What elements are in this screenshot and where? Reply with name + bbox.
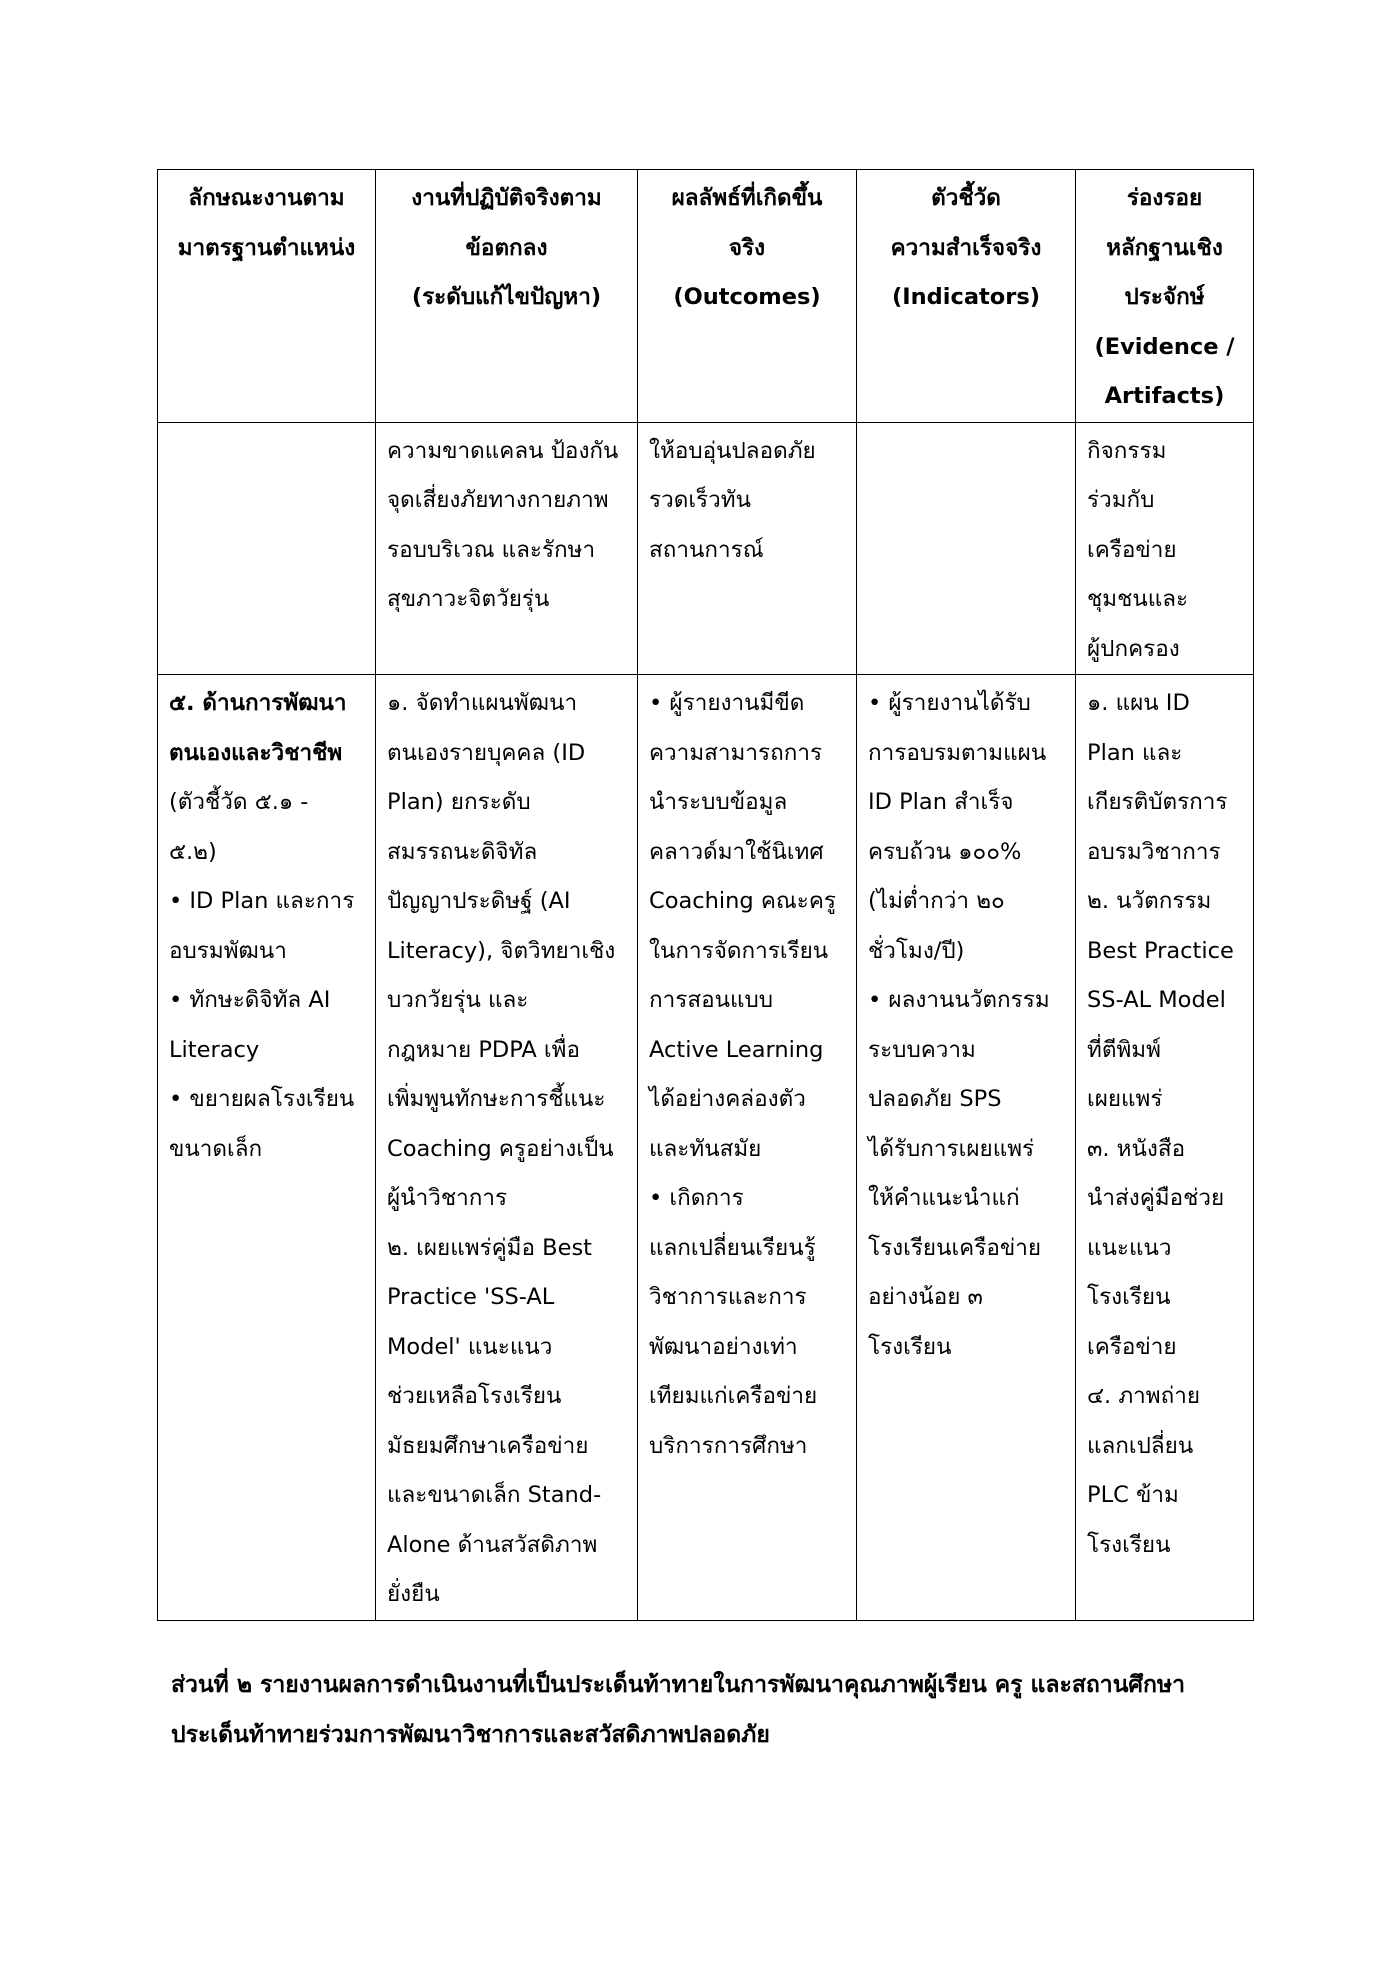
table-row [158,675,1254,1621]
cell-text-line: กฎหมาย PDPA เพื่อ [387,1036,580,1063]
cell-evidence [1076,422,1254,675]
cell-text-line: SS-AL Model [1087,987,1226,1013]
cell-text-line: กิจกรรม [1087,437,1167,464]
cell-text-line: ประจักษ์ [1124,284,1205,310]
cell-text-line: ปัญญาประดิษฐ์ (AI [387,888,571,914]
cell-indicators [857,675,1076,1621]
cell-text-line: พัฒนาอย่างเท่า [649,1333,798,1360]
cell-text-line: ความสามารถการ [649,739,823,766]
cell-text-line: ลักษณะงานตาม [188,185,345,211]
cell-text-line: โรงเรียน [868,1333,952,1360]
section-title: ส่วนที่ ๒ รายงานผลการดำเนินงานที่เป็นประเด็นท้าทายในการพัฒนาคุณภาพผู้เรียน ครู และสถานศึกษา [171,1672,1186,1698]
cell-text-line: ระบบความ [868,1036,976,1063]
table-header-row [158,170,1254,423]
cell-text-line: เครือข่าย [1087,536,1177,563]
performance-table [157,169,1254,1621]
cell-text-line: ยั่งยืน [387,1581,440,1607]
cell-text-line: โรงเรียน [1087,1284,1171,1310]
table-row [158,422,1254,675]
cell-text-line: ข้อตกลง [465,234,548,261]
cell-text-line: ผู้ปกครอง [1087,635,1180,662]
header-job-characteristics [158,170,376,423]
cell-text-line: ๑. แผน ID [1087,690,1190,716]
header-actual-work [376,170,638,423]
cell-text-line: (ไม่ต่ำกว่า ๒๐ [868,888,1005,914]
cell-text-line: (Outcomes) [673,284,821,310]
cell-text-line: นำส่งคู่มือช่วย [1087,1185,1225,1211]
cell-text-line: ร่วมกับ [1087,487,1155,513]
cell-text-line: Coaching ครูอย่างเป็น [387,1135,614,1162]
cell-text-line: วิชาการและการ [649,1284,807,1310]
cell-text-line: ชั่วโมง/ปี) [868,937,965,964]
cell-text-line: เพิ่มพูนทักษะการชี้แนะ [387,1086,606,1112]
cell-text-line: ให้อบอุ่นปลอดภัย [649,437,816,464]
cell-text-line: อบรมพัฒนา [169,937,287,964]
section-heading [171,1660,1291,1760]
cell-text-line: รอบบริเวณ และรักษา [387,536,596,563]
cell-text-line: แนะแนว [1087,1234,1172,1261]
cell-text-line: มาตรฐานตำแหน่ง [177,234,356,261]
cell-text-line: • เกิดการ [649,1185,744,1211]
cell-text-line: • ผู้รายงานมีขีด [649,690,805,716]
cell-job-characteristics [158,675,376,1621]
cell-actual-work [376,422,638,675]
cell-text-line: จุดเสี่ยงภัยทางกายภาพ [387,487,609,513]
cell-text-line: แลกเปลี่ยนเรียนรู้ [649,1234,816,1261]
cell-text-line: สมรรถนะดิจิทัล [387,838,538,865]
cell-text-line: Coaching คณะครู [649,888,836,914]
cell-text-line: บวกวัยรุ่น และ [387,987,529,1013]
cell-text-line: เกียรติบัตรการ [1087,789,1228,815]
cell-text-line: ครบถ้วน ๑๐๐% [868,838,1022,865]
cell-text-line: โรงเรียนเครือข่าย [868,1234,1042,1261]
cell-text-line: การอบรมตามแผน [868,739,1047,766]
cell-text-line: หลักฐานเชิง [1106,234,1223,261]
header-evidence [1076,170,1254,423]
header-indicators [857,170,1076,423]
cell-evidence [1076,675,1254,1621]
cell-text-line: และทันสมัย [649,1135,762,1162]
cell-heading-line: ๕. ด้านการพัฒนา [169,690,347,716]
cell-text-line: เครือข่าย [1087,1333,1177,1360]
cell-text-line: ๔. ภาพถ่าย [1087,1383,1201,1409]
cell-text-line: มัธยมศึกษาเครือข่าย [387,1432,589,1459]
cell-text-line: เผยแพร่ [1087,1086,1163,1112]
header-outcomes [638,170,857,423]
cell-text-line: (Indicators) [892,284,1040,310]
cell-outcomes [638,675,857,1621]
cell-text-line: Active Learning [649,1036,824,1063]
cell-text-line: อย่างน้อย ๓ [868,1284,983,1310]
cell-text-line: สุขภาวะจิตวัยรุ่น [387,586,550,612]
cell-text-line: สถานการณ์ [649,536,764,563]
cell-text-line: ตัวชี้วัด [931,185,1001,211]
cell-text-line: แลกเปลี่ยน [1087,1432,1194,1459]
cell-text-line: อบรมวิชาการ [1087,838,1221,865]
cell-text-line: ปลอดภัย SPS [868,1086,1002,1112]
cell-text-line: รวดเร็วทัน [649,487,751,513]
cell-text-line: ให้คำแนะนำแก่ [868,1185,1020,1211]
cell-text-line: การสอนแบบ [649,987,774,1013]
cell-text-line: Alone ด้านสวัสดิภาพ [387,1531,598,1558]
cell-text-line: ชุมชนและ [1087,586,1189,612]
cell-text-line: Model' แนะแนว [387,1333,553,1360]
cell-text-line: งานที่ปฏิบัติจริงตาม [411,185,602,211]
cell-text-line: ในการจัดการเรียน [649,937,829,964]
cell-text-line: ๓. หนังสือ [1087,1135,1186,1162]
cell-text-line: • ขยายผลโรงเรียน [169,1086,355,1112]
cell-text-line: Best Practice [1087,937,1234,964]
cell-heading-line: ตนเองและวิชาชีพ [169,739,343,766]
cell-text-line: โรงเรียน [1087,1531,1171,1558]
cell-text-line: • ID Plan และการ [169,888,355,914]
cell-text-line: ผลลัพธ์ที่เกิดขึ้น [671,185,823,211]
cell-text-line: • ผู้รายงานได้รับ [868,690,1031,716]
cell-text-line: และขนาดเล็ก Stand- [387,1482,602,1508]
cell-text-line: ได้อย่างคล่องตัว [649,1086,806,1112]
cell-text-line: ที่ตีพิมพ์ [1087,1036,1161,1063]
section-subtitle: ประเด็นท้าทายร่วมการพัฒนาวิชาการและสวัสดิภาพปลอดภัย [171,1722,770,1748]
cell-text-line: • ทักษะดิจิทัล AI [169,987,331,1013]
cell-text-line: ร่องรอย [1126,185,1203,211]
cell-text-line: (ตัวชี้วัด ๕.๑ - [169,789,309,815]
cell-indicators [857,422,1076,675]
cell-text-line: Artifacts) [1104,383,1225,409]
cell-text-line: ผู้นำวิชาการ [387,1185,508,1211]
cell-text-line: Plan) ยกระดับ [387,789,531,815]
cell-text-line: ความสำเร็จจริง [890,234,1042,261]
cell-text-line: (Evidence / [1094,333,1235,360]
cell-text-line: Plan และ [1087,739,1183,766]
cell-text-line: ขนาดเล็ก [169,1135,263,1162]
cell-actual-work [376,675,638,1621]
cell-outcomes [638,422,857,675]
cell-text-line: ID Plan สำเร็จ [868,789,1014,815]
cell-text-line: ตนเองรายบุคคล (ID [387,739,586,766]
cell-text-line: นำระบบข้อมูล [649,789,788,815]
cell-text-line: บริการการศึกษา [649,1432,808,1459]
cell-text-line: เทียมแก่เครือข่าย [649,1383,818,1409]
cell-text-line: Literacy [169,1036,260,1063]
cell-job-characteristics [158,422,376,675]
cell-text-line: ๒. นวัตกรรม [1087,888,1212,914]
cell-text-line: ช่วยเหลือโรงเรียน [387,1383,562,1409]
cell-text-line: ๕.๒) [169,838,217,865]
cell-text-line: Practice 'SS-AL [387,1284,555,1310]
cell-text-line: • ผลงานนวัตกรรม [868,987,1050,1013]
cell-text-line: คลาวด์มาใช้นิเทศ [649,838,824,865]
cell-text-line: ๑. จัดทำแผนพัฒนา [387,690,578,716]
cell-text-line: จริง [728,234,766,261]
cell-text-line: ความขาดแคลน ป้องกัน [387,437,619,464]
cell-text-line: PLC ข้าม [1087,1482,1179,1508]
cell-text-line: (ระดับแก้ไขปัญหา) [411,284,602,310]
cell-text-line: ๒. เผยแพร่คู่มือ Best [387,1234,592,1261]
cell-text-line: Literacy), จิตวิทยาเชิง [387,937,616,964]
cell-text-line: ได้รับการเผยแพร่ [868,1135,1035,1162]
